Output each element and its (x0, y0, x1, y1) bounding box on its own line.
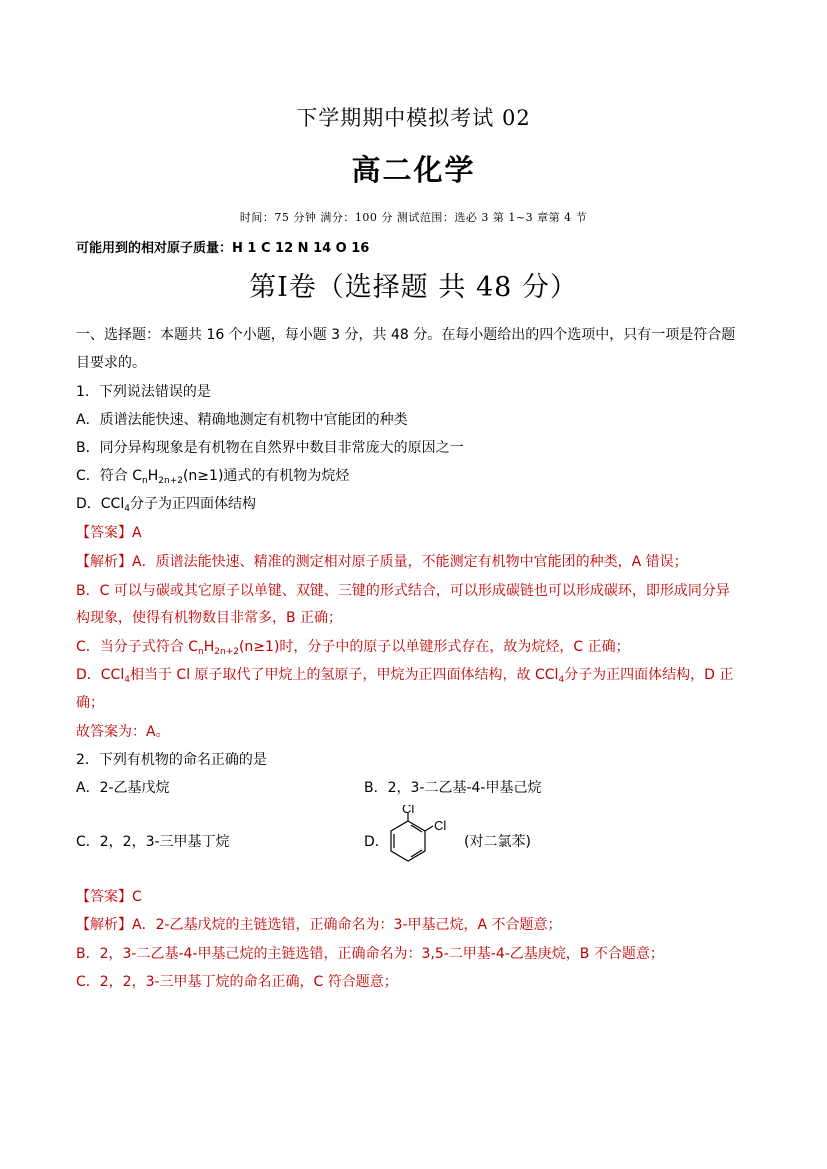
q1-answer: 【答案】A (76, 525, 142, 541)
q2-option-d-label: D． (364, 834, 389, 850)
q1-option-b: B．同分异构现象是有机物在自然界中数目非常庞大的原因之一 (76, 440, 464, 456)
q1-option-d: D．CCl$_4$分子为正四面体结构 (76, 496, 256, 514)
q2-option-d-name: (对二氯苯) (464, 834, 531, 850)
q1-explanation-5: D．CCl$_4$相当于 Cl 原子取代了甲烷上的氢原子，甲烷为正四面体结构，故 CCl$_4$分子为正四面体结构，D 正 (76, 667, 734, 685)
q1-explanation-4: C．当分子式符合 $C_nH_{2n+2}(n\ge 1)$时，分子中的原子以单键形式存在，故为烷烃，C 正确； (76, 639, 630, 657)
q1-explanation-6: 确； (76, 695, 104, 711)
q1-option-c: C．符合 $C_nH_{2n+2}(n\ge 1)$通式的有机物为烷烃 (76, 468, 350, 486)
instructions-line-1: 一、选择题：本题共 16 个小题，每小题 3 分，共 48 分。在每小题给出的四个选项中，只有一项是符合题 (76, 327, 736, 343)
q1-option-a: A．质谱法能快速、精确地测定有机物中官能团的种类 (76, 412, 408, 428)
chlorine-label-2: Cl (434, 818, 447, 833)
q1-conclusion: 故答案为：A。 (76, 724, 170, 740)
exam-meta: 时间：75 分钟 满分：100 分 测试范围：选必 3 第 1~3 章第 4 节 (239, 211, 588, 224)
exam-title: 下学期期中模拟考试 02 (296, 106, 531, 130)
q2-explanation-2: B．2，3-二乙基-4-甲基己烷的主链选错，正确命名为：3,5-二甲基-4-乙基庚烷，B 不合题意； (76, 946, 664, 962)
benzene-ring (391, 821, 425, 861)
q2-option-b: B．2，3-二乙基-4-甲基己烷 (364, 780, 542, 796)
q2-explanation-1: 【解析】A．2-乙基戊烷的主链选错，正确命名为：3-甲基己烷，A 不合题意； (76, 917, 562, 933)
q2-option-c: C．2，2，3-三甲基丁烷 (76, 834, 230, 850)
bond-cl-2 (425, 826, 433, 831)
instructions-line-2: 目要求的。 (76, 355, 146, 371)
q1-explanation-2: B．C 可以与碳或其它原子以单键、双键、三键的形式结合，可以形成碳链也可以形成碳环，即形成同分异 (76, 583, 730, 599)
q2-stem: 2．下列有机物的命名正确的是 (76, 752, 267, 768)
q1-stem: 1．下列说法错误的是 (76, 384, 211, 400)
q2-option-a: A．2-乙基戊烷 (76, 780, 170, 796)
exam-subject: 高二化学 (351, 153, 476, 187)
atomic-masses: 可能用到的相对原子质量：H 1 C 12 N 14 O 16 (76, 241, 370, 256)
q1-explanation-1: 【解析】A．质谱法能快速、精准的测定相对原子质量，不能测定有机物中官能团的种类，A 错误； (76, 554, 688, 570)
dichlorobenzene-structure (378, 805, 548, 877)
q2-explanation-3: C．2，2，3-三甲基丁烷的命名正确，C 符合题意； (76, 974, 398, 990)
q1-explanation-3: 构现象，使得有机物数目非常多，B 正确； (76, 610, 343, 626)
q2-answer: 【答案】C (76, 889, 142, 905)
section-heading: 第Ⅰ卷（选择题 共 48 分） (249, 272, 578, 303)
chlorine-label-1: Cl (402, 805, 415, 816)
